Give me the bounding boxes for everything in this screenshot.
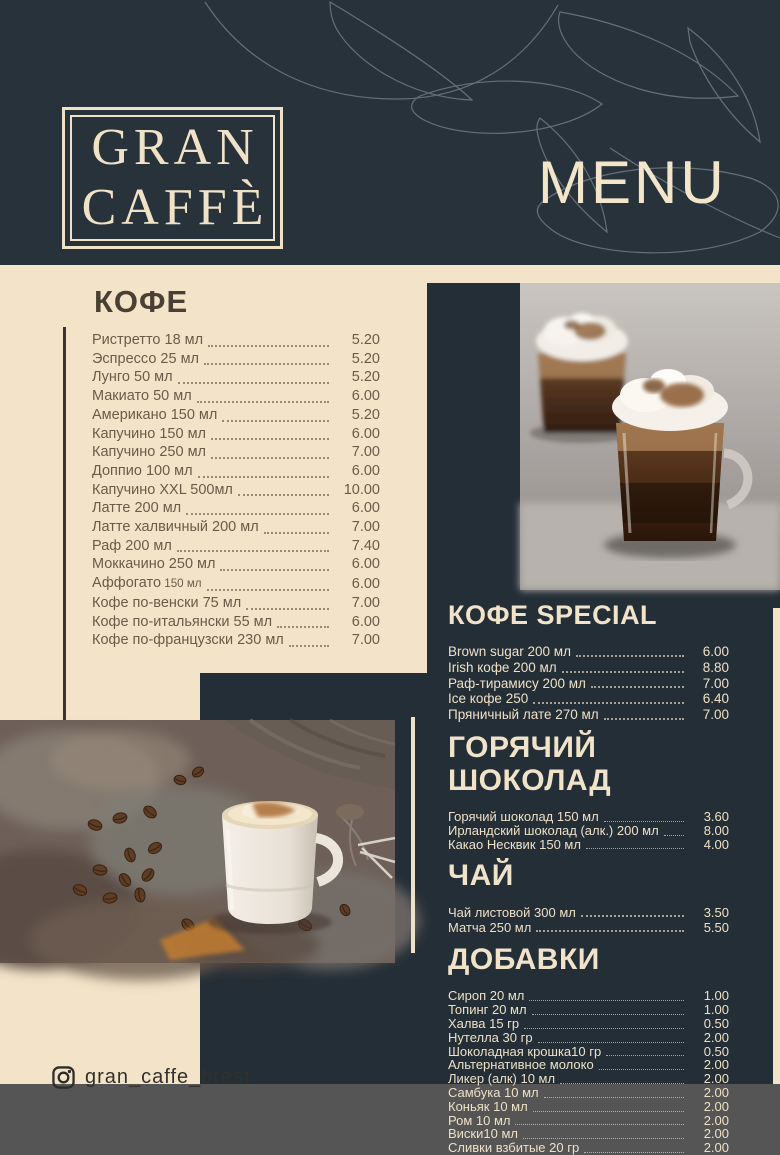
dotted-leader (606, 1055, 684, 1056)
item-price: 5.20 (351, 369, 380, 386)
menu-item-row (448, 1003, 729, 1017)
dotted-leader (246, 608, 329, 610)
dotted-leader (289, 645, 329, 647)
item-price: 6.00 (702, 644, 729, 659)
dotted-leader (664, 835, 684, 836)
menu-item-row (448, 676, 729, 692)
item-price: 6.00 (351, 613, 380, 630)
menu-item-row (448, 644, 729, 660)
item-name: Латте 200 мл (92, 500, 182, 517)
item-price: 2.00 (703, 1071, 729, 1087)
dotted-leader (220, 569, 329, 571)
hot-chocolate-list (448, 810, 729, 851)
dotted-leader (536, 930, 684, 932)
dotted-leader (523, 1138, 684, 1139)
item-price: 5.20 (351, 406, 380, 423)
section-title-hot-chocolate: ГОРЯЧИЙ ШОКОЛАД (448, 730, 612, 797)
item-price: 2.00 (703, 1057, 729, 1073)
item-price: 0.50 (703, 1015, 729, 1031)
dotted-leader (544, 1097, 684, 1098)
brand-name-line1: GRAN (91, 119, 259, 176)
item-name: Макиато 50 мл (92, 388, 192, 405)
menu-item-row (92, 481, 380, 500)
item-price: 3.60 (703, 808, 729, 824)
item-name: Шоколадная крошка10 гр (448, 1043, 602, 1059)
menu-item-row (92, 350, 380, 369)
menu-item-row (448, 691, 729, 707)
item-price: 5.50 (703, 920, 729, 936)
item-name: Сливки взбитые 20 гр (448, 1140, 580, 1155)
item-name: Кофе по-итальянски 55 мл (92, 613, 273, 630)
dotted-leader (211, 438, 329, 440)
addons-list (448, 989, 729, 1155)
item-price: 4.00 (703, 836, 729, 852)
dotted-leader (207, 589, 329, 591)
menu-item-row (92, 331, 380, 350)
dotted-leader (515, 1124, 684, 1125)
item-price: 2.00 (703, 1126, 729, 1142)
menu-item-row (448, 1072, 729, 1086)
coffee-accent-line (63, 327, 66, 737)
item-name: Ликер (алк) 10 мл (448, 1071, 556, 1087)
item-price: 7.00 (351, 519, 380, 536)
header-band (0, 0, 780, 265)
item-price: 2.00 (703, 1140, 729, 1155)
menu-item-row (448, 1031, 729, 1045)
special-list (448, 644, 729, 723)
item-name: Латте халвичный 200 мл (92, 519, 259, 536)
section-title-tea: ЧАЙ (448, 859, 514, 893)
menu-item-row (448, 838, 729, 852)
menu-item-row (448, 1100, 729, 1114)
menu-item-row (92, 537, 380, 556)
menu-item-row (448, 1127, 729, 1141)
item-name: Пряничный лате 270 мл (448, 707, 599, 723)
item-name: Ром 10 мл (448, 1112, 511, 1128)
item-price: 7.00 (351, 444, 380, 461)
menu-item-row (92, 613, 380, 632)
menu-item-row (448, 1058, 729, 1072)
dotted-leader (197, 401, 329, 403)
item-price: 5.20 (351, 350, 380, 367)
item-name: Ice кофе 250 (448, 691, 529, 707)
item-price: 6.00 (351, 388, 380, 405)
item-name: Ристретто 18 мл (92, 332, 204, 348)
right-edge-cream-stripe (773, 608, 780, 1084)
item-name: Матча 250 мл (448, 920, 532, 936)
menu-item-row (448, 1045, 729, 1059)
item-name: Какао Несквик 150 мл (448, 836, 581, 852)
dotted-leader (604, 821, 684, 822)
item-price: 1.00 (703, 988, 729, 1004)
dotted-leader (532, 1014, 684, 1015)
menu-item-row (448, 920, 729, 935)
dotted-leader (604, 718, 684, 720)
item-price: 6.00 (351, 425, 380, 442)
dotted-leader (529, 1000, 684, 1001)
menu-item-row (448, 824, 729, 838)
item-price: 7.00 (351, 594, 380, 611)
dotted-leader (586, 848, 684, 849)
item-price: 10.00 (343, 481, 380, 498)
item-name: Чай листовой 300 мл (448, 905, 576, 921)
item-name: Моккачино 250 мл (92, 556, 216, 573)
item-name: Brown sugar 200 мл (448, 644, 571, 659)
item-name: Самбука 10 мл (448, 1084, 539, 1100)
item-price: 7.40 (351, 537, 380, 554)
item-price: 5.20 (351, 332, 380, 348)
item-price: 7.00 (351, 632, 380, 649)
item-name: Доппио 100 мл (92, 462, 193, 479)
menu-item-row (448, 810, 729, 824)
item-name: Сироп 20 мл (448, 988, 525, 1004)
menu-item-row (448, 660, 729, 676)
item-price: 2.00 (703, 1098, 729, 1114)
item-name: Капучино XXL 500мл (92, 481, 233, 498)
tea-list (448, 905, 729, 935)
item-price: 8.00 (703, 822, 729, 838)
item-name: Капучино 250 мл (92, 444, 207, 461)
menu-item-row (92, 594, 380, 613)
item-name: Кофе по-венски 75 мл (92, 594, 242, 611)
item-name: Коньяк 10 мл (448, 1098, 528, 1114)
page-title: MENU (538, 149, 727, 216)
dotted-leader (208, 345, 329, 347)
cappuccino-cups-photo (520, 283, 780, 590)
coffee-list (92, 331, 380, 650)
instagram-handle[interactable]: gran_caffe_brest (85, 1066, 251, 1088)
menu-item-row (92, 462, 380, 481)
menu-item-row (92, 631, 380, 650)
menu-item-row (448, 1141, 729, 1155)
item-name: Топинг 20 мл (448, 1002, 527, 1018)
menu-item-row (448, 989, 729, 1003)
item-price: 6.40 (702, 691, 729, 707)
dotted-leader (599, 1069, 684, 1070)
item-name: Горячий шоколад 150 мл (448, 808, 599, 824)
menu-item-row (92, 368, 380, 387)
dotted-leader (524, 1028, 684, 1029)
item-price: 8.80 (702, 659, 729, 675)
menu-item-row (448, 905, 729, 920)
vertical-divider-line (411, 717, 415, 953)
section-title-coffee: КОФЕ (94, 284, 189, 319)
dotted-leader (222, 420, 329, 422)
brand-logo (62, 107, 283, 249)
item-name: Irish кофе 200 мл (448, 659, 557, 675)
menu-item-row (92, 518, 380, 537)
item-name: Раф 200 мл (92, 537, 172, 554)
dotted-leader (277, 626, 329, 628)
item-price: 6.00 (351, 576, 380, 593)
item-price: 2.00 (703, 1112, 729, 1128)
right-menu-content (448, 600, 729, 1155)
dotted-leader (178, 382, 329, 384)
coffee-mug-photo (0, 720, 395, 963)
item-name: Халва 15 гр (448, 1015, 520, 1031)
item-name: Аффогато 150 мл (92, 575, 202, 592)
item-price: 3.50 (703, 905, 729, 921)
menu-item-row (92, 425, 380, 444)
menu-item-row (92, 555, 380, 574)
brand-name-line2: CAFFÈ (81, 179, 269, 236)
dotted-leader (576, 655, 684, 657)
dotted-leader (560, 1083, 684, 1084)
dotted-leader (238, 494, 329, 496)
dotted-leader (581, 915, 684, 917)
instagram-icon (52, 1066, 75, 1089)
item-price: 2.00 (703, 1029, 729, 1045)
dotted-leader (177, 550, 329, 552)
item-price: 6.00 (351, 500, 380, 517)
item-name: Альтернативное молоко (448, 1057, 594, 1073)
dotted-leader (591, 686, 684, 688)
dotted-leader (584, 1152, 684, 1153)
item-name: Виски10 мл (448, 1126, 518, 1142)
section-title-addons: ДОБАВКИ (448, 943, 600, 977)
item-name: Эспрессо 25 мл (92, 350, 199, 367)
item-price: 1.00 (703, 1002, 729, 1018)
menu-item-row (448, 1086, 729, 1100)
item-price: 6.00 (351, 462, 380, 479)
section-title-special: КОФЕ SPECIAL (448, 600, 658, 630)
item-price: 7.00 (702, 675, 729, 691)
item-price: 2.00 (703, 1084, 729, 1100)
menu-item-row (448, 1114, 729, 1128)
item-name: Кофе по-французски 230 мл (92, 632, 284, 649)
dotted-leader (204, 363, 329, 365)
dotted-leader (211, 457, 329, 459)
menu-item-row (92, 406, 380, 425)
dotted-leader (562, 671, 684, 673)
menu-item-row (92, 499, 380, 518)
item-price: 7.00 (702, 707, 729, 723)
dotted-leader (538, 1042, 684, 1043)
dotted-leader (198, 476, 329, 478)
menu-item-row (92, 387, 380, 406)
item-name: Американо 150 мл (92, 406, 218, 423)
dotted-leader (533, 702, 684, 704)
dotted-leader (186, 513, 329, 515)
item-name: Раф-тирамису 200 мл (448, 675, 586, 691)
instagram-row[interactable] (52, 1066, 251, 1089)
menu-item-row (448, 1017, 729, 1031)
item-name: Лунго 50 мл (92, 369, 173, 386)
dotted-leader (533, 1111, 684, 1112)
item-name: Капучино 150 мл (92, 425, 207, 442)
menu-item-row (92, 574, 380, 594)
menu-item-row (448, 707, 729, 723)
item-price: 6.00 (351, 556, 380, 573)
item-name: Ирландский шоколад (алк.) 200 мл (448, 822, 659, 838)
dotted-leader (264, 532, 329, 534)
item-price: 0.50 (703, 1043, 729, 1059)
item-name: Нутелла 30 гр (448, 1029, 533, 1045)
brand-logo-inner-border (70, 115, 275, 241)
menu-item-row (92, 443, 380, 462)
